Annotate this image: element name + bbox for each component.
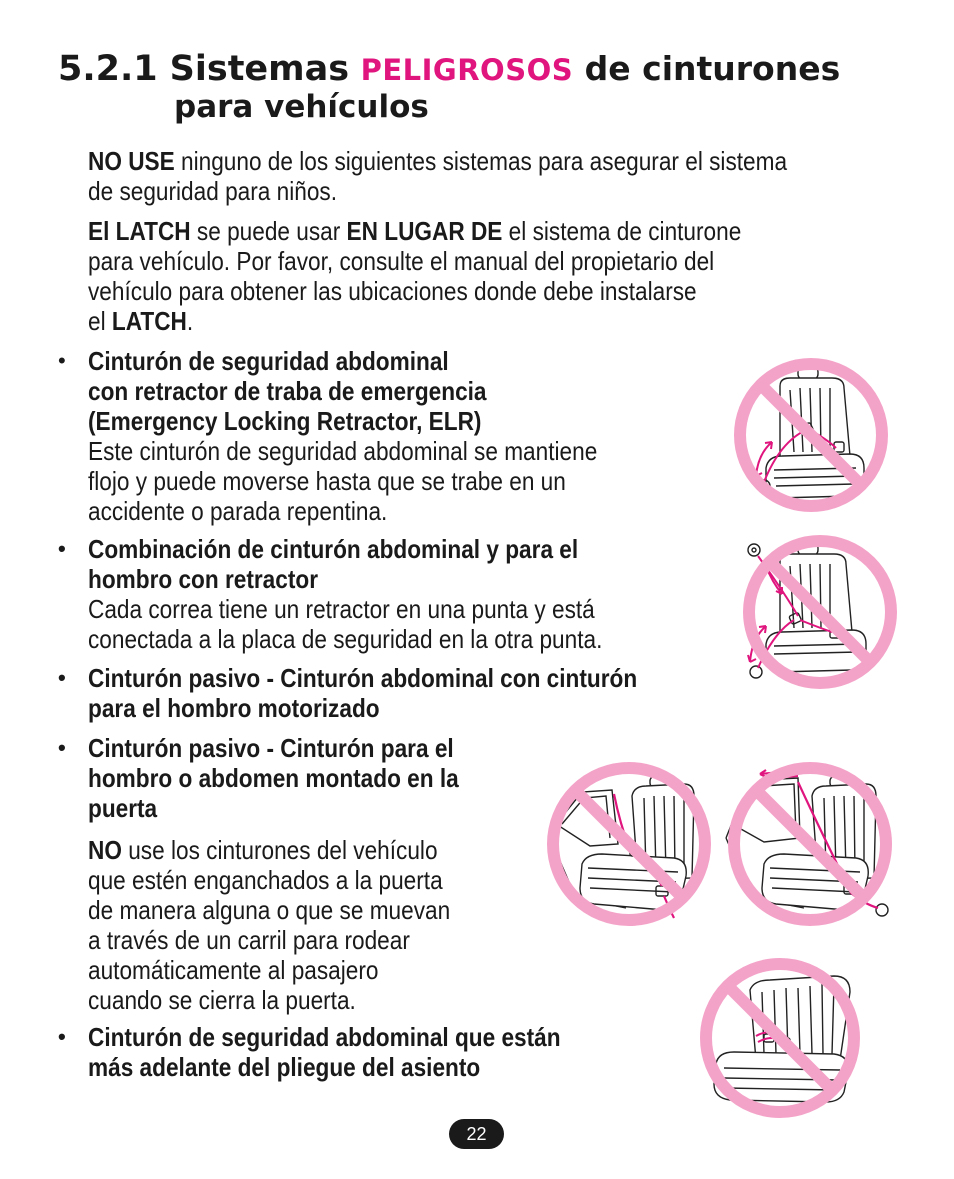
latch-bold-2: LATCH [111, 306, 187, 336]
item-passive-door-desc6: cuando se cierra la puerta. [88, 985, 356, 1015]
item-passive-door-desc4: a través de un carril para rodear [88, 925, 410, 955]
no-combo-belt-icon [740, 532, 900, 690]
page-number: 22 [449, 1119, 504, 1149]
title-word-cinturones: de cinturones [584, 49, 841, 88]
item-elr-desc2: flojo y puede moverse hasta que se trabe en un [88, 466, 566, 496]
item-passive-door-desc5: automáticamente al pasajero [88, 955, 379, 985]
no-door-belt-icon [546, 758, 712, 930]
title-highlight: PELIGROSOS [360, 53, 574, 87]
item-passive-motor-title1: Cinturón pasivo - Cinturón abdominal con cinturón [88, 663, 638, 693]
no-bold: NO [88, 835, 122, 865]
intro-p1-line2: de seguridad para niños. [88, 176, 337, 206]
item-elr-title3: (Emergency Locking Retractor, ELR) [88, 406, 482, 436]
no-use-bold: NO USE [88, 146, 175, 176]
item-passive-door-desc [88, 835, 540, 1015]
bullet-1: • [58, 348, 66, 373]
intro-p2-line4-post: . [186, 306, 194, 336]
item-forward-title1: Cinturón de seguridad abdominal que están [88, 1022, 561, 1052]
item-elr-title1: Cinturón de seguridad abdominal [88, 346, 449, 376]
item-passive-motor [88, 663, 723, 723]
no-forward-lap-belt-icon [700, 952, 866, 1118]
section-title [58, 50, 938, 126]
item-passive-door-title1: Cinturón pasivo - Cinturón para el [88, 733, 454, 763]
intro-paragraph-1 [88, 146, 897, 206]
item-elr [88, 346, 723, 526]
item-elr-desc3: accidente o parada repentina. [88, 496, 388, 526]
intro-p2-line3: vehículo para obtener las ubicaciones donde debe instalarse [88, 276, 697, 306]
intro-p2-text1: se puede usar [190, 216, 347, 246]
item-combo-title2: hombro con retractor [88, 564, 319, 594]
item-combo [88, 534, 723, 654]
no-elr-lap-belt-icon [732, 356, 890, 514]
intro-p1-text: ninguno de los siguientes sistemas para asegurar el sistema [174, 146, 788, 176]
item-elr-desc1: Este cinturón de seguridad abdominal se mantiene [88, 436, 598, 466]
item-combo-desc2: conectada a la placa de seguridad en la otra punta. [88, 624, 603, 654]
intro-p2-line4-pre: el [88, 306, 112, 336]
section-number: 5.2.1 [58, 49, 158, 89]
intro-paragraph-2 [88, 216, 897, 336]
item-passive-door-desc3: de manera alguna o que se muevan [88, 895, 451, 925]
item-forward-title2: más adelante del pliegue del asiento [88, 1052, 481, 1082]
intro-p2-line2: para vehículo. Por favor, consulte el manual del propietario del [88, 246, 715, 276]
bullet-3: • [58, 665, 66, 690]
item-combo-desc1: Cada correa tiene un retractor en una punta y está [88, 594, 595, 624]
en-lugar-de-bold: EN LUGAR DE [346, 216, 503, 246]
bullet-5: • [58, 1024, 66, 1049]
item-combo-title1: Combinación de cinturón abdominal y para el [88, 534, 579, 564]
item-passive-door-title2: hombro o abdomen montado en la [88, 763, 459, 793]
bullet-2: • [58, 536, 66, 561]
item-passive-door-title3: puerta [88, 793, 158, 823]
title-word-sistemas: Sistemas [169, 49, 350, 89]
title-line2: para vehículos [174, 89, 429, 125]
item-passive-door-desc1: use los cinturones del vehículo [121, 835, 438, 865]
intro-p2-text2: el sistema de cinturone [502, 216, 742, 246]
latch-bold: El LATCH [88, 216, 191, 246]
item-passive-door [88, 733, 540, 823]
item-forward [88, 1022, 723, 1082]
item-passive-motor-title2: para el hombro motorizado [88, 693, 380, 723]
bullet-4: • [58, 735, 66, 760]
item-passive-door-desc2: que estén enganchados a la puerta [88, 865, 443, 895]
no-motorized-belt-icon [724, 758, 900, 930]
item-elr-title2: con retractor de traba de emergencia [88, 376, 487, 406]
